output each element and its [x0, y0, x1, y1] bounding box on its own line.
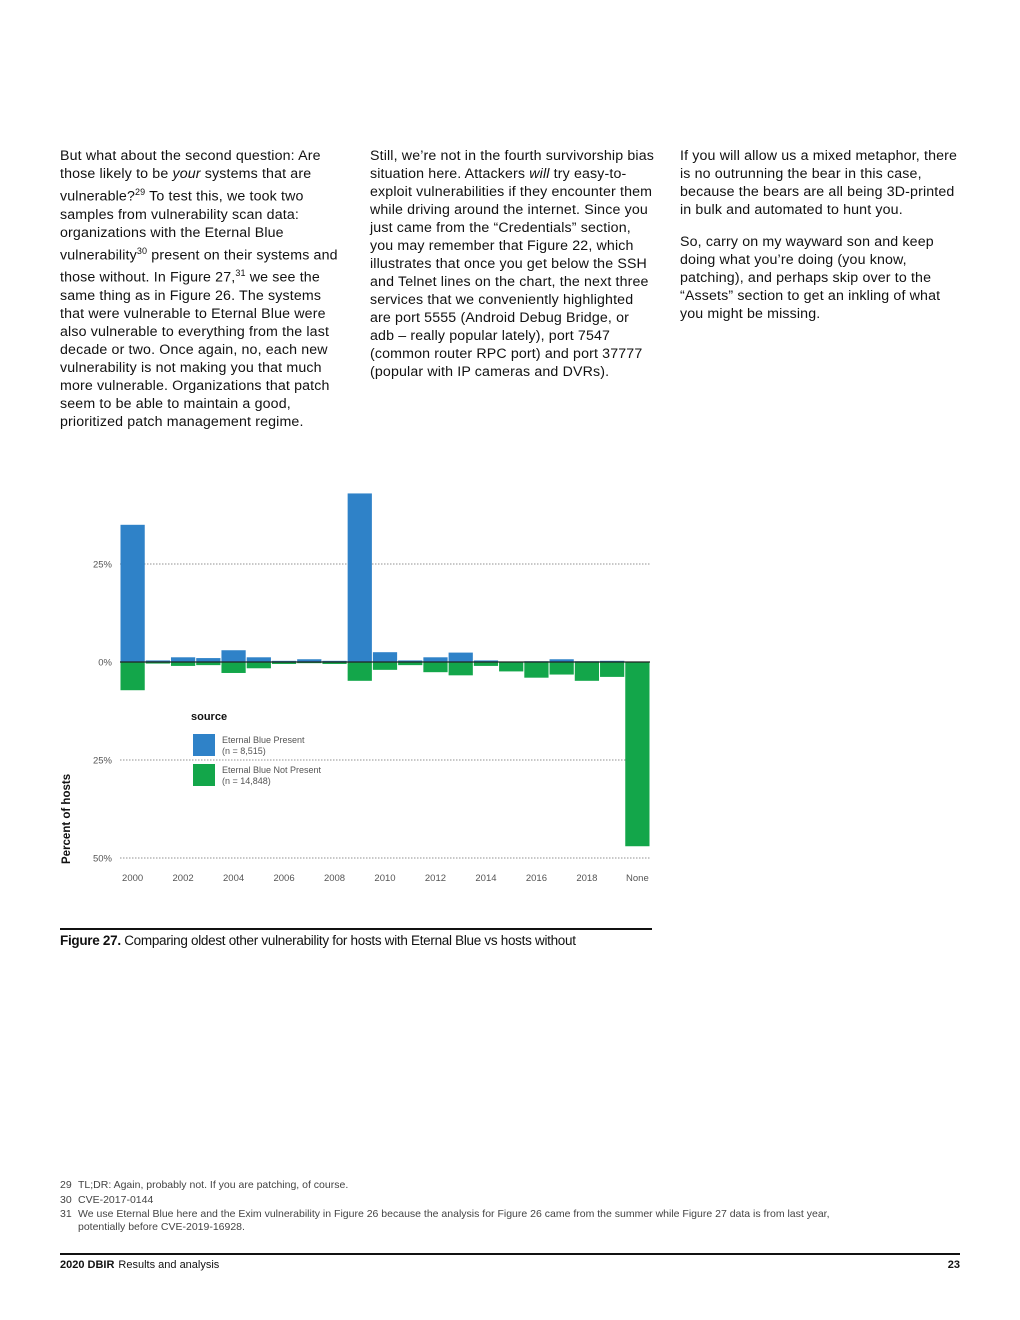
section-name: Results and analysis [118, 1259, 220, 1271]
x-tick-label: 2014 [475, 873, 497, 884]
body-column-1 [60, 147, 345, 445]
caption-rule [60, 928, 652, 930]
footnote-ref-30[interactable]: 30 [136, 245, 148, 256]
y-tick-label: 25% [92, 755, 112, 767]
bar-eternal-blue-not-present [499, 662, 523, 671]
legend-swatch-present [193, 734, 215, 756]
figure-caption-text: Comparing oldest other vulnerability for hosts with Eternal Blue vs hosts without [120, 933, 576, 948]
bar-eternal-blue-not-present [575, 662, 599, 681]
figure-label: Figure 27. [60, 933, 121, 948]
paragraph: If you will allow us a mixed metaphor, there is no outrunning the bear in this case, because the bears are all being 3D-printed in bulk and automated to hunt you. [680, 148, 958, 218]
bar-eternal-blue-present [348, 493, 372, 662]
x-tick-label: 2008 [323, 873, 346, 884]
bar-eternal-blue-not-present [247, 662, 271, 668]
bar-eternal-blue-present [423, 657, 447, 662]
bar-eternal-blue-not-present [348, 662, 372, 681]
figure-27-chart [52, 480, 662, 900]
x-tick-label: 2002 [172, 873, 194, 884]
x-tick-label: 2018 [576, 873, 598, 884]
bar-eternal-blue-not-present [121, 662, 145, 690]
bar-eternal-blue-not-present [449, 662, 473, 675]
bar-eternal-blue-not-present [524, 662, 548, 678]
bar-eternal-blue-present [121, 525, 145, 662]
page-footer [60, 1259, 960, 1271]
bar-eternal-blue-present [449, 653, 473, 662]
report-brand: 2020 DBIR [60, 1259, 115, 1271]
y-tick-label: 0% [98, 657, 112, 669]
paragraph: So, carry on my wayward son and keep doing what you’re doing (you know, patching), and perhaps skip over to the “Assets” section to get an inkling of what you might be missing. [680, 234, 941, 322]
legend-label: Eternal Blue Not Present [222, 765, 322, 775]
emphasis: will [529, 166, 550, 182]
x-tick-label: 2012 [424, 873, 447, 884]
figure-caption [60, 933, 576, 948]
x-tick-label: 2006 [273, 873, 295, 884]
y-axis-label: Percent of hosts [61, 773, 73, 864]
body-column-2 [370, 147, 655, 395]
bar-eternal-blue-not-present [625, 662, 649, 846]
footnote-29: 29 TL;DR: Again, probably not. If you are patching, of course. [60, 1179, 349, 1191]
footnotes [60, 1179, 860, 1235]
x-tick-label: 2004 [223, 873, 245, 884]
legend-label: Eternal Blue Present [222, 735, 305, 745]
bar-eternal-blue-present [171, 657, 195, 662]
bar-eternal-blue-present [373, 652, 397, 662]
paragraph: Still, we’re not in the fourth survivorship bias situation here. Attackers will try easy-to-exploit vulnerabilities if they encounter them while driving around the internet. Since you just came from the “Credentials” section, you may remember that Figure 22, which illustrates that once you get below the SSH and Telnet lines on the chart, the next three services that we conveniently highlighted are port 5555 (Android Debug Bridge, or adb – really popular lately), port 7547 (common router RPC port) and port 37777 (popular with IP cameras and DVRs). [370, 148, 654, 380]
footnote-ref-31[interactable]: 31 [235, 268, 246, 279]
legend-swatch-not-present [193, 764, 215, 786]
emphasis: your [172, 166, 201, 182]
bar-eternal-blue-present [221, 650, 245, 662]
bar-eternal-blue-not-present [373, 662, 397, 670]
y-tick-label: 25% [92, 559, 112, 571]
footer-rule [60, 1253, 960, 1255]
x-tick-label: None [626, 873, 649, 884]
y-tick-label: 50% [92, 853, 112, 865]
x-tick-label: 2000 [122, 873, 144, 884]
x-tick-label: 2010 [374, 873, 396, 884]
footnote-31: 31 We use Eternal Blue here and the Exim vulnerability in Figure 26 because the analysis for Figure 26 came from the summer while Figure 27 data is from last year, potentially before CVE-2019-16928. [60, 1208, 830, 1233]
bar-eternal-blue-not-present [600, 662, 624, 677]
footnote-30: 30 CVE-2017-0144 [60, 1193, 154, 1206]
paragraph: But what about the second question: Are those likely to be your systems that are vulnerable?$^{29}$ To test this, we took two samples from vulnerability scan data: organizations with the Eternal Blue vulnerability$^{30}$ present on their systems and those without. In Figure 27,31 we see the same thing as in Figure 26. The systems that were vulnerable to Eternal Blue were also vulnerable to everything from the last decade or two. Once again, no, each new vulnerability is not making you that much more vulnerable. Organizations that patch seem to be able to maintain a good, prioritized patch management regime. [60, 148, 338, 431]
footnote-ref-29[interactable]: 29 [135, 187, 146, 197]
body-column-3 [680, 147, 965, 337]
legend-title: source [191, 711, 228, 723]
bar-eternal-blue-not-present [423, 662, 447, 672]
page-number: 23 [947, 1259, 960, 1271]
legend-count: (n = 14,848) [222, 776, 271, 786]
legend-count: (n = 8,515) [222, 746, 266, 756]
bar-eternal-blue-present [247, 657, 271, 662]
bar-eternal-blue-not-present [221, 662, 245, 673]
x-tick-label: 2016 [525, 873, 547, 884]
bar-eternal-blue-not-present [550, 662, 574, 675]
